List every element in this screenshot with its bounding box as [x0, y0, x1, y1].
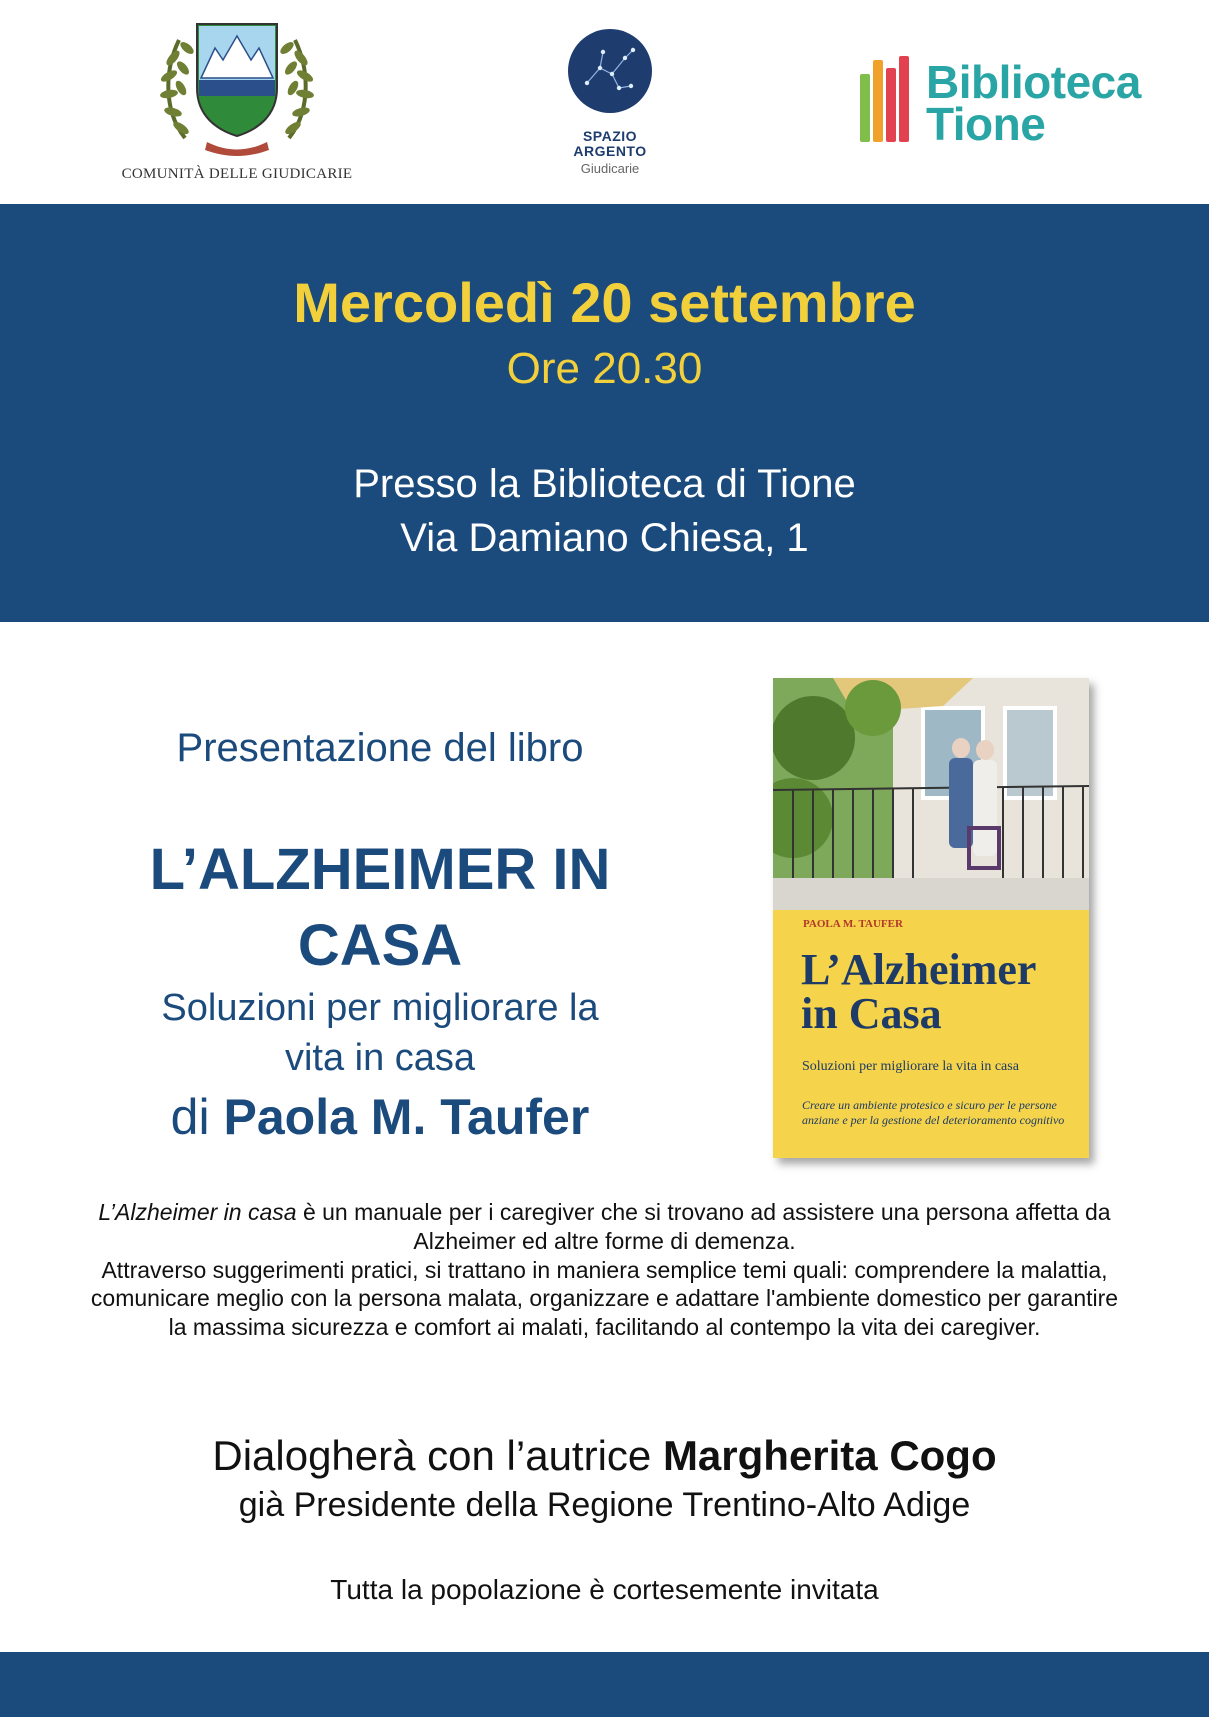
spazio-line2: ARGENTO	[573, 143, 647, 159]
dialogue-line	[0, 1432, 1209, 1480]
biblioteca-word: Biblioteca	[926, 56, 1141, 108]
biblioteca-tione-logo	[860, 48, 1160, 148]
cover-title-line1: L’Alzheimer	[801, 945, 1037, 994]
comunita-giudicarie-logo	[112, 18, 362, 188]
event-date: Mercoledì 20 settembre	[293, 271, 916, 334]
cover-photo-image	[773, 678, 1089, 910]
book-subtitle-line2: vita in casa	[284, 1037, 476, 1079]
spazio-argento-logo	[540, 28, 680, 178]
event-time: Ore 20.30	[506, 344, 703, 393]
cover-title-line2: in Casa	[801, 989, 942, 1038]
spazio-line3: Giudicarie	[580, 161, 640, 176]
comunita-name: COMUNITÀ DELLE GIUDICARIE	[121, 166, 353, 182]
event-address: Via Damiano Chiesa, 1	[400, 516, 809, 560]
dialogue-role: già Presidente della Regione Trentino-Alto Adige	[238, 1486, 971, 1524]
book-subtitle-line1: Soluzioni per migliorare la	[161, 987, 599, 1029]
book-title-line1: L’ALZHEIMER IN	[149, 837, 611, 902]
coat-of-arms-icon	[157, 18, 317, 158]
header	[0, 0, 1209, 204]
book-description	[90, 1198, 1119, 1342]
event-info-band	[0, 204, 1209, 622]
description-part2: Attraverso suggerimenti pratici, si trattano in maniera semplice temi quali: comprendere la malattia, comunicare meglio con la persona malata, organizzare e adattare l'ambiente domestico per garantire la massima sicurezza e comfort ai malati, facilitando al contempo la vita dei caregiver.	[90, 1256, 1119, 1341]
tione-word: Tione	[926, 98, 1046, 150]
cover-description: Creare un ambiente protesico e sicuro per le persone anziane e per la gestione del deterioramento cognitivo	[802, 1098, 1065, 1127]
books-bars-icon	[860, 54, 912, 144]
presentation-label: Presentazione del libro	[176, 726, 584, 770]
book-title-line2: CASA	[297, 913, 463, 978]
dialogue-prefix: Dialogherà con l’autrice	[212, 1432, 663, 1479]
spazio-line1: SPAZIO	[582, 128, 638, 144]
description-lead: L’Alzheimer in casa	[98, 1199, 297, 1225]
description-part1: è un manuale per i caregiver che si trovano ad assistere una persona affetta da Alzheimer ed altre forme di demenza.	[296, 1199, 1111, 1254]
cover-subtitle: Soluzioni per migliorare la vita in casa	[802, 1059, 1019, 1074]
dialogue-name: Margherita Cogo	[662, 1432, 997, 1479]
author-prefix: di	[170, 1089, 210, 1145]
footer-band	[0, 1652, 1209, 1717]
book-author	[60, 1088, 700, 1146]
book-cover	[773, 678, 1089, 1158]
constellation-icon	[567, 28, 653, 114]
cover-author: PAOLA M. TAUFER	[803, 918, 903, 930]
event-venue: Presso la Biblioteca di Tione	[353, 462, 856, 506]
author-name: Paola M. Taufer	[223, 1089, 590, 1145]
invitation-text: Tutta la popolazione è cortesemente invitata	[330, 1574, 879, 1605]
